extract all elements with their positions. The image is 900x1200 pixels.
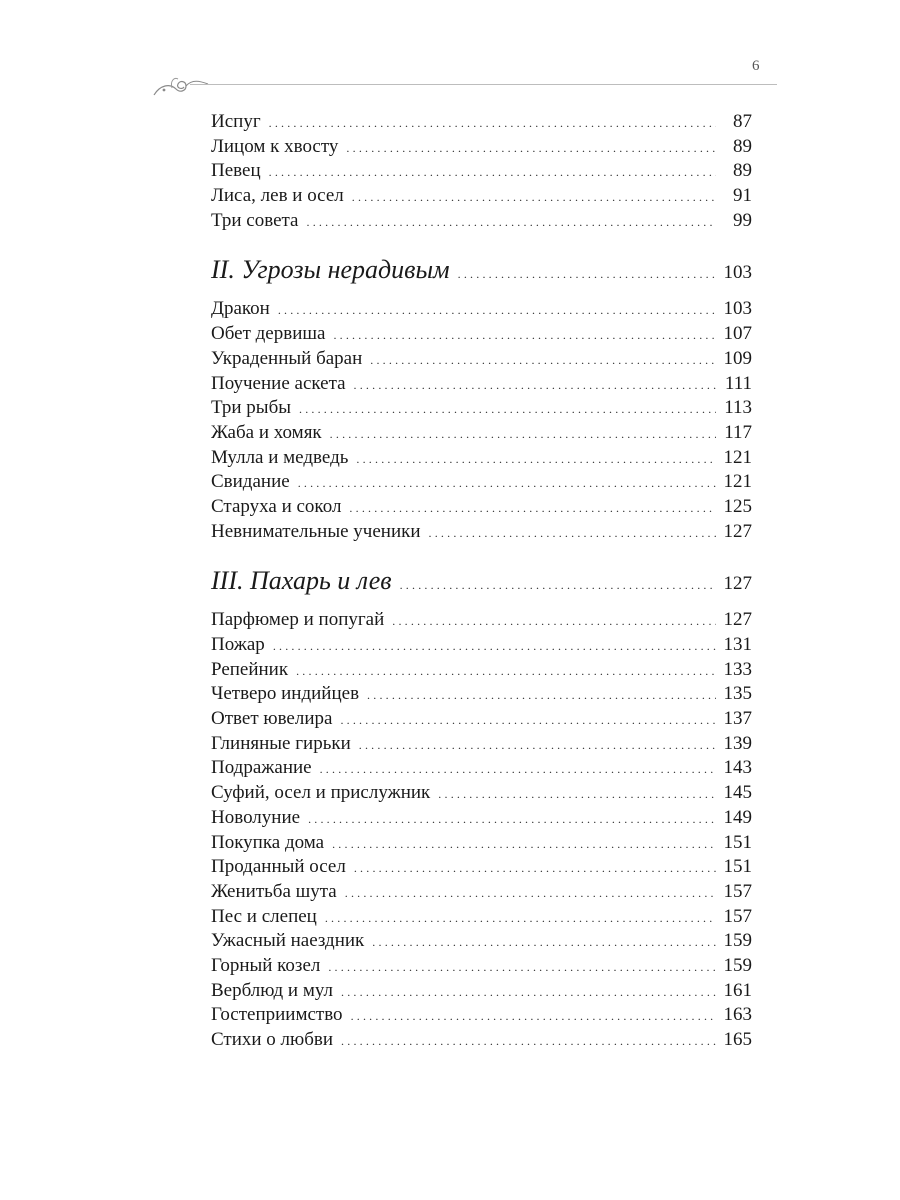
entry-title: Новолуние — [211, 806, 301, 828]
lead-entries — [211, 110, 752, 233]
entry-page: 159 — [723, 930, 752, 952]
entry-page: 117 — [724, 421, 752, 443]
entry-title: Гостеприимство — [211, 1004, 343, 1026]
entry-page: 127 — [723, 520, 752, 542]
entry-page: 149 — [723, 806, 752, 828]
toc-entry[interactable] — [211, 905, 752, 930]
entry-title: Испуг — [211, 111, 261, 132]
dot-leader — [278, 298, 716, 323]
section-spacer — [211, 544, 752, 566]
entry-title: Лицом к хвосту — [211, 135, 339, 157]
toc-entry[interactable] — [211, 347, 752, 372]
entry-title: Старуха и сокол — [211, 495, 342, 517]
toc-entry[interactable] — [211, 1028, 752, 1053]
toc-entry[interactable] — [211, 184, 752, 209]
entry-page: 157 — [723, 880, 752, 902]
entry-page: 89 — [733, 160, 752, 182]
entry-page: 133 — [723, 658, 752, 680]
dot-leader — [352, 185, 716, 210]
entry-title: Ответ ювелира — [211, 708, 333, 730]
entry-page: 121 — [723, 446, 752, 468]
toc-entry[interactable] — [211, 880, 752, 905]
toc-entry[interactable] — [211, 322, 752, 347]
toc-entry[interactable] — [211, 781, 752, 806]
toc-entry[interactable] — [211, 135, 752, 160]
entry-title: Ужасный наездник — [211, 930, 365, 952]
entry-title: Мулла и медведь — [211, 446, 349, 468]
dot-leader — [359, 733, 716, 758]
dot-leader — [325, 906, 716, 931]
entry-page: 111 — [724, 372, 752, 394]
section-spacer — [211, 596, 752, 608]
section-title: III. Пахарь и лев — [211, 566, 392, 596]
dot-leader — [333, 323, 715, 348]
dot-leader — [400, 578, 716, 593]
entry-page: 87 — [733, 111, 752, 132]
entry-title: Глиняные гирьки — [211, 732, 351, 754]
toc-entry[interactable] — [211, 633, 752, 658]
entry-page: 121 — [723, 471, 752, 493]
entry-title: Верблюд и мул — [211, 979, 334, 1001]
dot-leader — [269, 111, 716, 136]
entry-page: 103 — [723, 298, 752, 320]
entry-page: 99 — [733, 209, 752, 231]
toc-entry[interactable] — [211, 707, 752, 732]
dot-leader — [273, 634, 716, 659]
toc-entry[interactable] — [211, 979, 752, 1004]
entry-page: 127 — [723, 609, 752, 631]
dot-leader — [429, 521, 716, 546]
entry-page: 163 — [723, 1004, 752, 1026]
dot-leader — [349, 496, 715, 521]
toc-entry[interactable] — [211, 446, 752, 471]
entry-title: Певец — [211, 160, 261, 182]
entry-title: Горный козел — [211, 954, 321, 976]
dot-leader — [320, 757, 716, 782]
entry-page: 165 — [723, 1029, 752, 1050]
section-page: 103 — [723, 262, 752, 284]
dot-leader — [341, 980, 715, 1005]
section-entries — [211, 608, 752, 1052]
entry-title: Проданный осел — [211, 856, 346, 878]
entry-page: 151 — [723, 831, 752, 853]
entry-title: Четверо индийцев — [211, 683, 360, 705]
dot-leader — [269, 160, 716, 185]
dot-leader — [299, 397, 716, 422]
entry-page: 159 — [723, 954, 752, 976]
toc-entry[interactable] — [211, 396, 752, 421]
entry-title: Поучение аскета — [211, 372, 346, 394]
entry-page: 125 — [723, 495, 752, 517]
entry-title: Репейник — [211, 658, 289, 680]
toc-entry[interactable] — [211, 806, 752, 831]
dot-leader — [346, 136, 716, 161]
dot-leader — [367, 683, 715, 708]
entry-page: 107 — [723, 323, 752, 345]
toc-entry[interactable] — [211, 756, 752, 781]
dot-leader — [438, 782, 715, 807]
entry-title: Невнимательные ученики — [211, 520, 421, 542]
entry-title: Пожар — [211, 634, 265, 655]
toc-entry[interactable] — [211, 831, 752, 856]
dot-leader — [345, 881, 716, 906]
entry-page: 137 — [723, 708, 752, 730]
dot-leader — [354, 373, 716, 398]
dot-leader — [328, 955, 715, 980]
toc-entry[interactable] — [211, 855, 752, 880]
entry-title: Подражание — [211, 757, 312, 779]
toc-entry[interactable] — [211, 929, 752, 954]
entry-title: Пес и слепец — [211, 905, 317, 927]
dot-leader — [351, 1004, 716, 1029]
dot-leader — [340, 708, 715, 733]
toc-entry[interactable] — [211, 954, 752, 979]
dot-leader — [308, 807, 715, 832]
toc-entry[interactable] — [211, 520, 752, 545]
entry-title: Три рыбы — [211, 397, 291, 419]
toc-entry[interactable] — [211, 732, 752, 757]
toc-entry[interactable] — [211, 421, 752, 446]
dot-leader — [330, 422, 716, 447]
section-title: II. Угрозы нерадивым — [211, 255, 450, 285]
toc-entry[interactable] — [211, 372, 752, 397]
entry-page: 157 — [723, 905, 752, 927]
toc-entry[interactable] — [211, 209, 752, 234]
entry-page: 89 — [733, 135, 752, 157]
entry-page: 91 — [733, 185, 752, 207]
section-heading[interactable] — [211, 255, 752, 285]
dot-leader — [296, 659, 715, 684]
entry-title: Парфюмер и попугай — [211, 609, 385, 631]
entry-title: Три совета — [211, 209, 299, 231]
dot-leader — [372, 930, 715, 955]
entry-page: 109 — [723, 347, 752, 369]
toc-entry[interactable] — [211, 297, 752, 322]
section-heading[interactable] — [211, 566, 752, 596]
entry-page: 151 — [723, 856, 752, 878]
entry-page: 135 — [723, 683, 752, 705]
dot-leader — [458, 267, 716, 282]
entry-page: 131 — [723, 634, 752, 655]
dot-leader — [354, 856, 716, 881]
entry-title: Суфий, осел и прислужник — [211, 782, 431, 804]
entry-title: Женитьба шута — [211, 880, 337, 902]
dot-leader — [356, 447, 715, 472]
section-spacer — [211, 285, 752, 297]
dot-leader — [298, 471, 716, 496]
entry-page: 139 — [723, 732, 752, 754]
flourish-ornament-icon — [150, 71, 210, 101]
entry-page: 161 — [723, 979, 752, 1001]
entry-page: 113 — [724, 397, 752, 419]
dot-leader — [341, 1029, 715, 1054]
entry-title: Стихи о любви — [211, 1029, 334, 1050]
entry-title: Свидание — [211, 471, 290, 493]
entry-title: Обет дервиша — [211, 323, 326, 345]
entry-title: Покупка дома — [211, 831, 325, 853]
toc-entry[interactable] — [211, 1003, 752, 1028]
toc-entry[interactable] — [211, 470, 752, 495]
dot-leader — [307, 210, 717, 235]
dot-leader — [392, 609, 715, 634]
entry-title: Украденный баран — [211, 347, 363, 369]
entry-title: Лиса, лев и осел — [211, 185, 344, 207]
toc-entry[interactable] — [211, 159, 752, 184]
entry-page: 143 — [723, 757, 752, 779]
header-rule — [190, 84, 777, 85]
dot-leader — [332, 832, 715, 857]
toc-entry[interactable] — [211, 110, 752, 135]
table-of-contents — [211, 110, 752, 1053]
toc-entry[interactable] — [211, 682, 752, 707]
page-number: 6 — [752, 58, 760, 74]
entry-title: Жаба и хомяк — [211, 421, 322, 443]
section-page: 127 — [723, 573, 752, 595]
entry-page: 145 — [723, 782, 752, 804]
section-entries — [211, 297, 752, 544]
dot-leader — [370, 348, 715, 373]
section-spacer — [211, 233, 752, 255]
toc-entry[interactable] — [211, 495, 752, 520]
toc-entry[interactable] — [211, 658, 752, 683]
toc-entry[interactable] — [211, 608, 752, 633]
entry-title: Дракон — [211, 298, 270, 320]
